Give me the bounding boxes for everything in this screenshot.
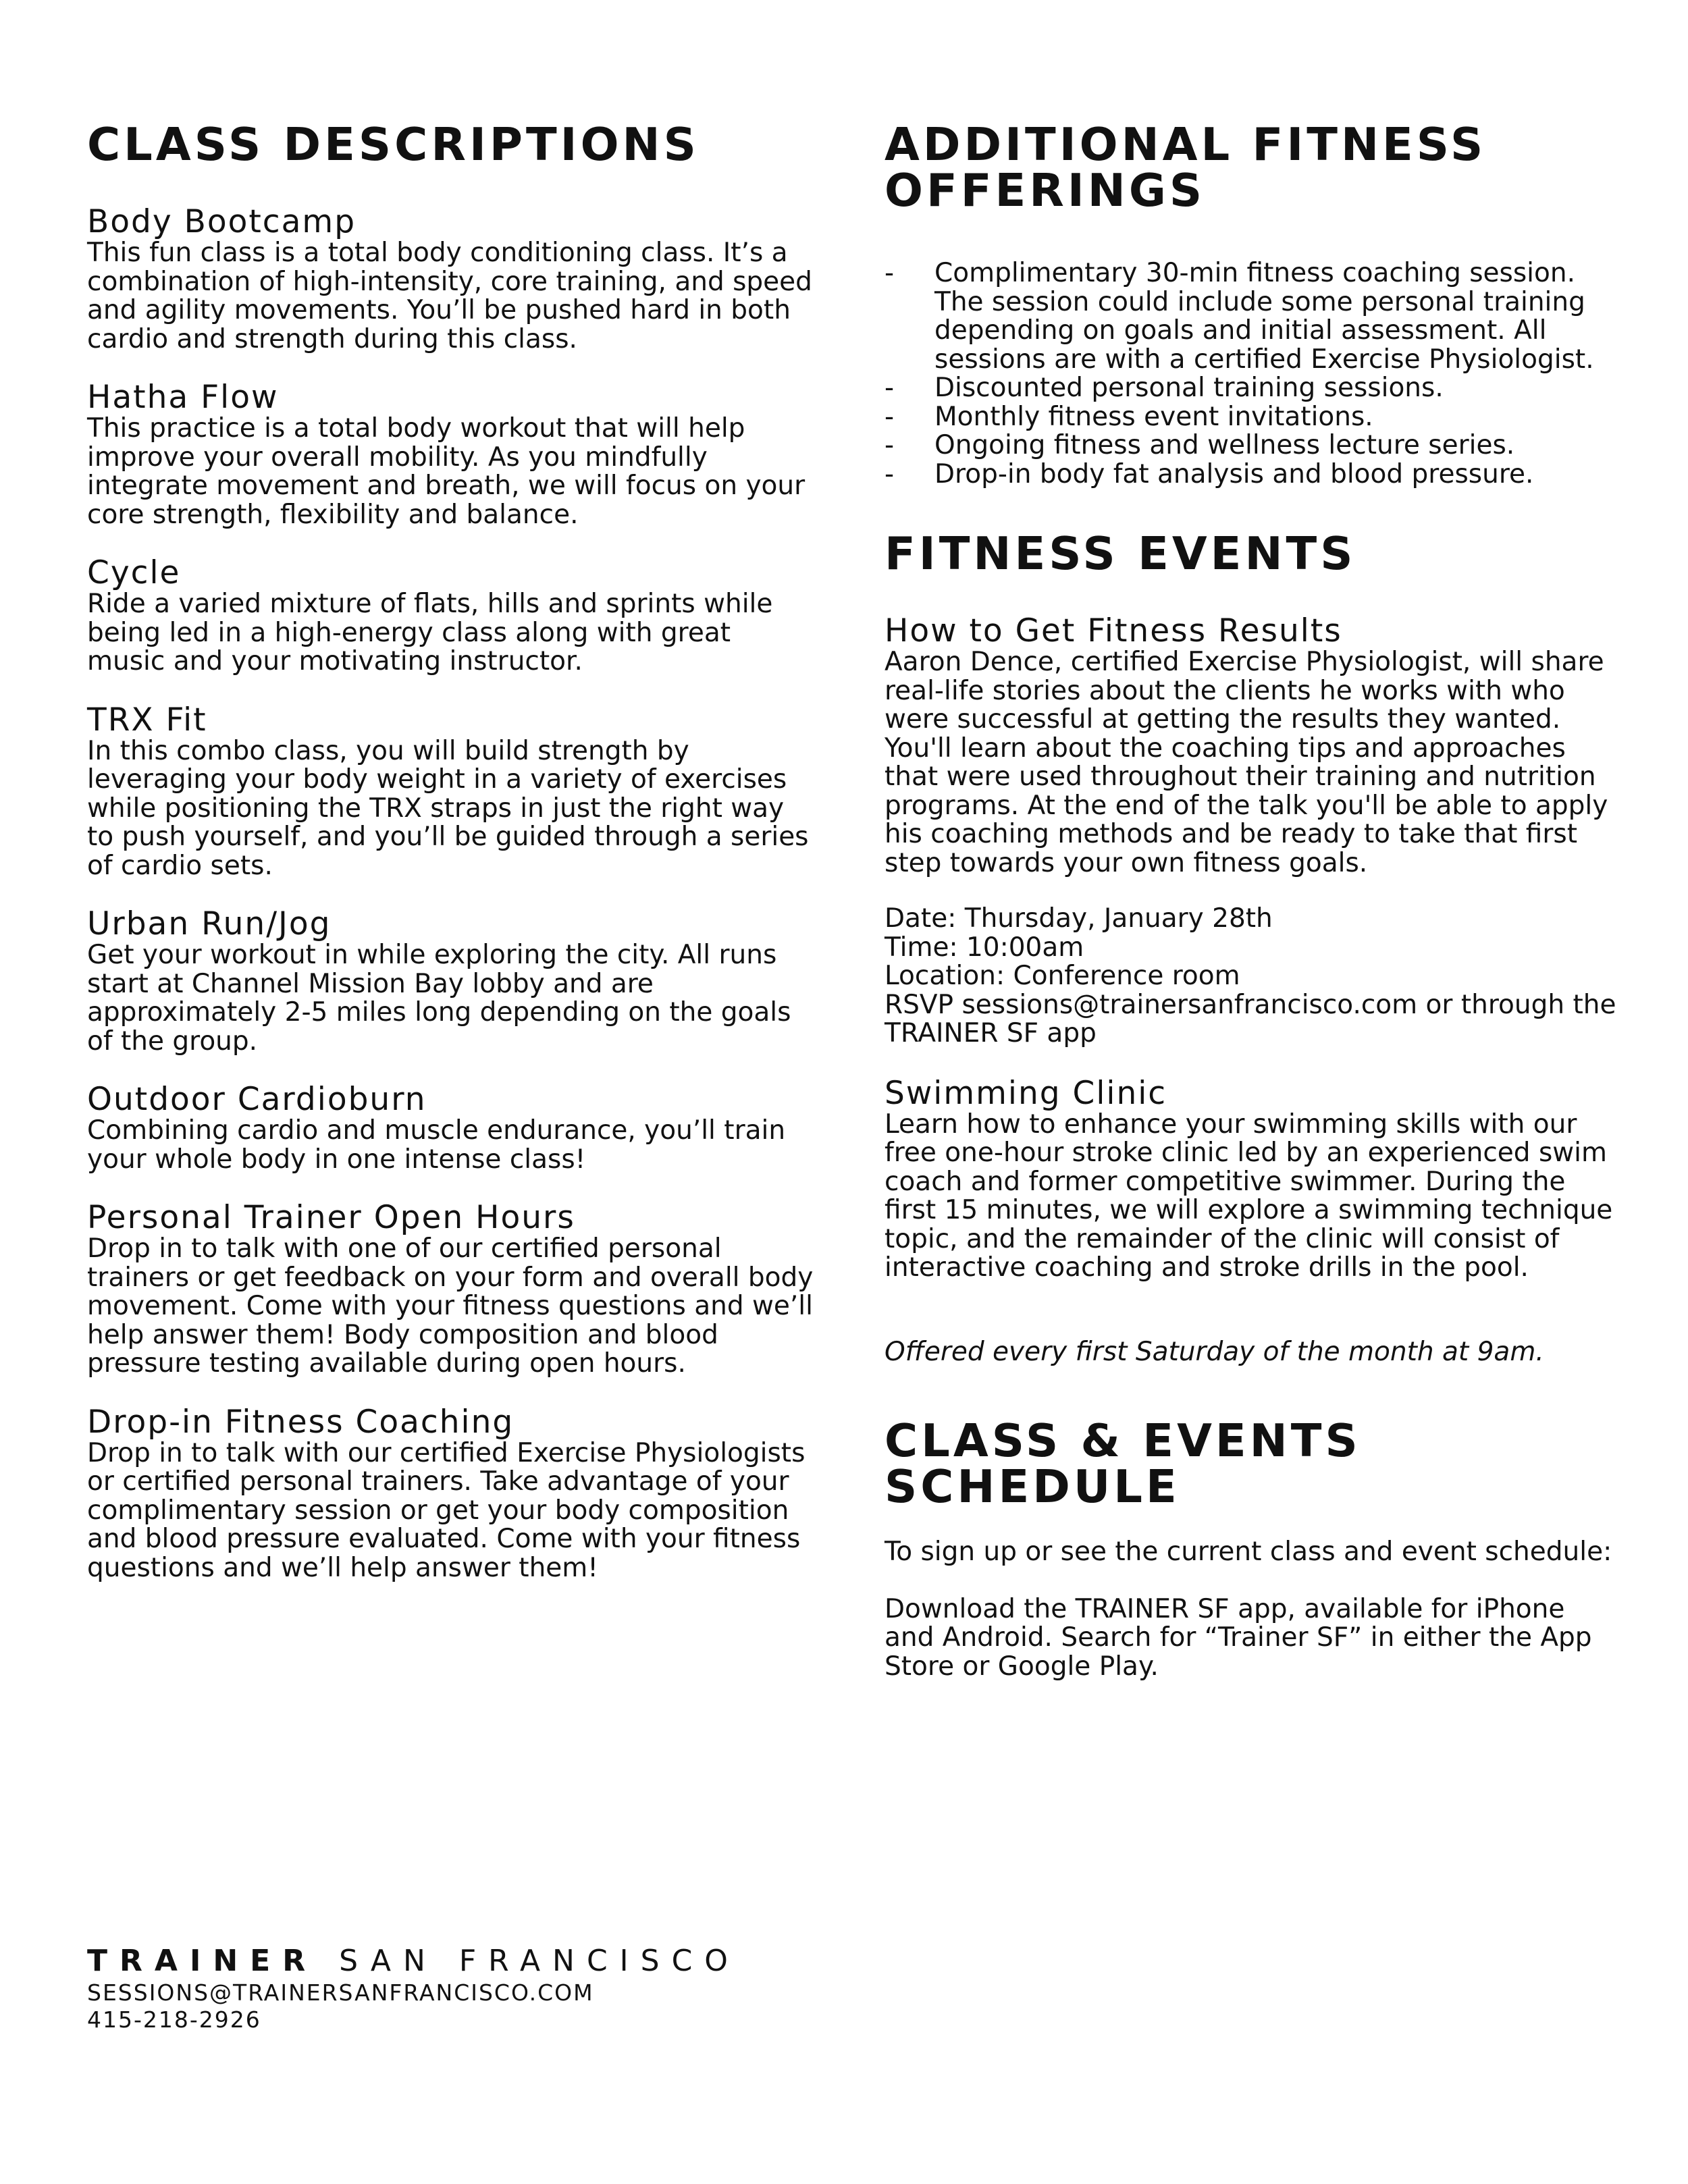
class-title: Cycle: [87, 554, 181, 591]
additional-offerings-heading: ADDITIONAL FITNESS OFFERINGS: [885, 118, 1487, 217]
bullet-dash: -: [885, 373, 895, 403]
class-list: [87, 205, 816, 1582]
class-description: This practice is a total body workout that will help improve your overall mobility. As you mindfully integrate movement and breath, we will focus on your core strength, flexibility and balance.: [87, 413, 806, 530]
class-description: This fun class is a total body conditioning class. It’s a combination of high-intensity, core training, and speed and agility movements. You’ll be pushed hard in both cardio and strength during this class.: [87, 238, 812, 354]
class-description: Combining cardio and muscle endurance, you’ll train your whole body in one intense class!: [87, 1115, 786, 1175]
offering-text: Complimentary 30-min fitness coaching session. The session could include some personal training depending on goals and initial assessment. All sessions are with a certified Exercise Physiologist.: [934, 258, 1594, 375]
offering-text: Ongoing fitness and wellness lecture series.: [934, 430, 1515, 460]
class-descriptions-column: [87, 118, 816, 1609]
class-title: Body Bootcamp: [87, 203, 357, 240]
class-description: Drop in to talk with one of our certified personal trainers or get feedback on your form and overall body movement. Come with your fitness questions and we’ll help answer them! Body composition and blood pressure testing available during open hours.: [87, 1233, 814, 1379]
class-title: Personal Trainer Open Hours: [87, 1199, 575, 1236]
event-swimming-clinic: [885, 1074, 1620, 1367]
event-title: How to Get Fitness Results: [885, 612, 1342, 649]
list-item: [885, 460, 1620, 489]
offering-text: Drop-in body fat analysis and blood pressure.: [934, 458, 1534, 489]
event-time: Time: 10:00am: [885, 932, 1084, 963]
schedule-heading: CLASS & EVENTS SCHEDULE: [885, 1414, 1361, 1513]
class-description: Drop in to talk with our certified Exercise Physiologists or certified personal trainers. Take advantage of your complimentary session or get your body composition and blood pressure evaluated. Come with your fitness questions and we’ll help answer them!: [87, 1437, 806, 1583]
bullet-dash: -: [885, 458, 895, 489]
event-offered-note: Offered every first Saturday of the month at 9am.: [885, 1336, 1544, 1367]
class-description: Get your workout in while exploring the city. All runs start at Channel Mission Bay lobby and are approximately 2-5 miles long depending on the goals of the group.: [87, 940, 791, 1057]
event-fitness-results: [885, 614, 1620, 1048]
class-description: Ride a varied mixture of flats, hills and sprints while being led in a high-energy class along with great music and your motivating instructor.: [87, 589, 773, 676]
class-title: Urban Run/Jog: [87, 905, 332, 942]
schedule-section: [885, 1414, 1620, 1682]
fitness-events-heading: FITNESS EVENTS: [885, 527, 1356, 580]
brand-name-light: SAN FRANCISCO: [339, 1944, 740, 1978]
fitness-events-section: [885, 527, 1620, 1367]
offerings-list: [885, 259, 1620, 489]
event-title: Swimming Clinic: [885, 1074, 1167, 1112]
event-details: [885, 905, 1620, 1048]
footer: [87, 1944, 740, 2032]
list-item: [885, 431, 1620, 460]
class-description: In this combo class, you will build strength by leveraging your body weight in a variety of exercises while positioning the TRX straps in just the right way to push yourself, and you’ll be guided through a series of cardio sets.: [87, 735, 809, 881]
class-item-hatha-flow: [87, 381, 816, 529]
class-item-cycle: [87, 556, 816, 676]
event-description: Learn how to enhance your swimming skills with our free one-hour stroke clinic led by an experienced swim coach and former competitive swimmer. During the first 15 minutes, we will explore a swimming technique topic, and the remainder of the clinic will consist of interactive coaching and stroke drills in the pool.: [885, 1109, 1613, 1283]
class-title: Outdoor Cardioburn: [87, 1081, 427, 1118]
contact-email: SESSIONS@TRAINERSANFRANCISCO.COM: [87, 1979, 594, 2006]
contact-phone: 415-218-2926: [87, 2006, 261, 2033]
class-title: TRX Fit: [87, 701, 207, 739]
brand-logo: [87, 1944, 740, 1978]
class-descriptions-heading: CLASS DESCRIPTIONS: [87, 118, 700, 171]
class-item-personal-trainer-open-hours: [87, 1201, 816, 1379]
event-location: Location: Conference room: [885, 961, 1240, 991]
brand-name-bold: TRAINER: [87, 1944, 318, 1978]
offering-text: Discounted personal training sessions.: [934, 373, 1444, 403]
list-item: [885, 259, 1620, 374]
class-item-drop-in-fitness-coaching: [87, 1403, 816, 1583]
list-item: [885, 403, 1620, 432]
class-item-urban-run-jog: [87, 907, 816, 1056]
class-title: Drop-in Fitness Coaching: [87, 1403, 515, 1441]
list-item: [885, 374, 1620, 403]
event-date: Date: Thursday, January 28th: [885, 903, 1273, 934]
bullet-dash: -: [885, 430, 895, 460]
event-rsvp: RSVP sessions@trainersanfrancisco.com or through the TRAINER SF app: [885, 989, 1616, 1048]
class-item-body-bootcamp: [87, 205, 816, 354]
class-item-outdoor-cardioburn: [87, 1083, 816, 1174]
offerings-events-column: [885, 118, 1620, 1682]
class-title: Hatha Flow: [87, 379, 279, 416]
bullet-dash: -: [885, 258, 895, 288]
schedule-app-info: Download the TRAINER SF app, available for iPhone and Android. Search for “Trainer SF” in either the App Store or Google Play.: [885, 1593, 1592, 1682]
event-description: Aaron Dence, certified Exercise Physiologist, will share real-life stories about the clients he works with who were successful at getting the results they wanted. You'll learn about the coaching tips and approaches that were used throughout their training and nutrition programs. At the end of the talk you'll be able to apply his coaching methods and be ready to take that first step towards your own fitness goals.: [885, 647, 1608, 878]
offering-text: Monthly fitness event invitations.: [934, 401, 1373, 432]
bullet-dash: -: [885, 401, 895, 432]
schedule-instructions: To sign up or see the current class and event schedule:: [885, 1537, 1612, 1567]
class-item-trx-fit: [87, 703, 816, 881]
